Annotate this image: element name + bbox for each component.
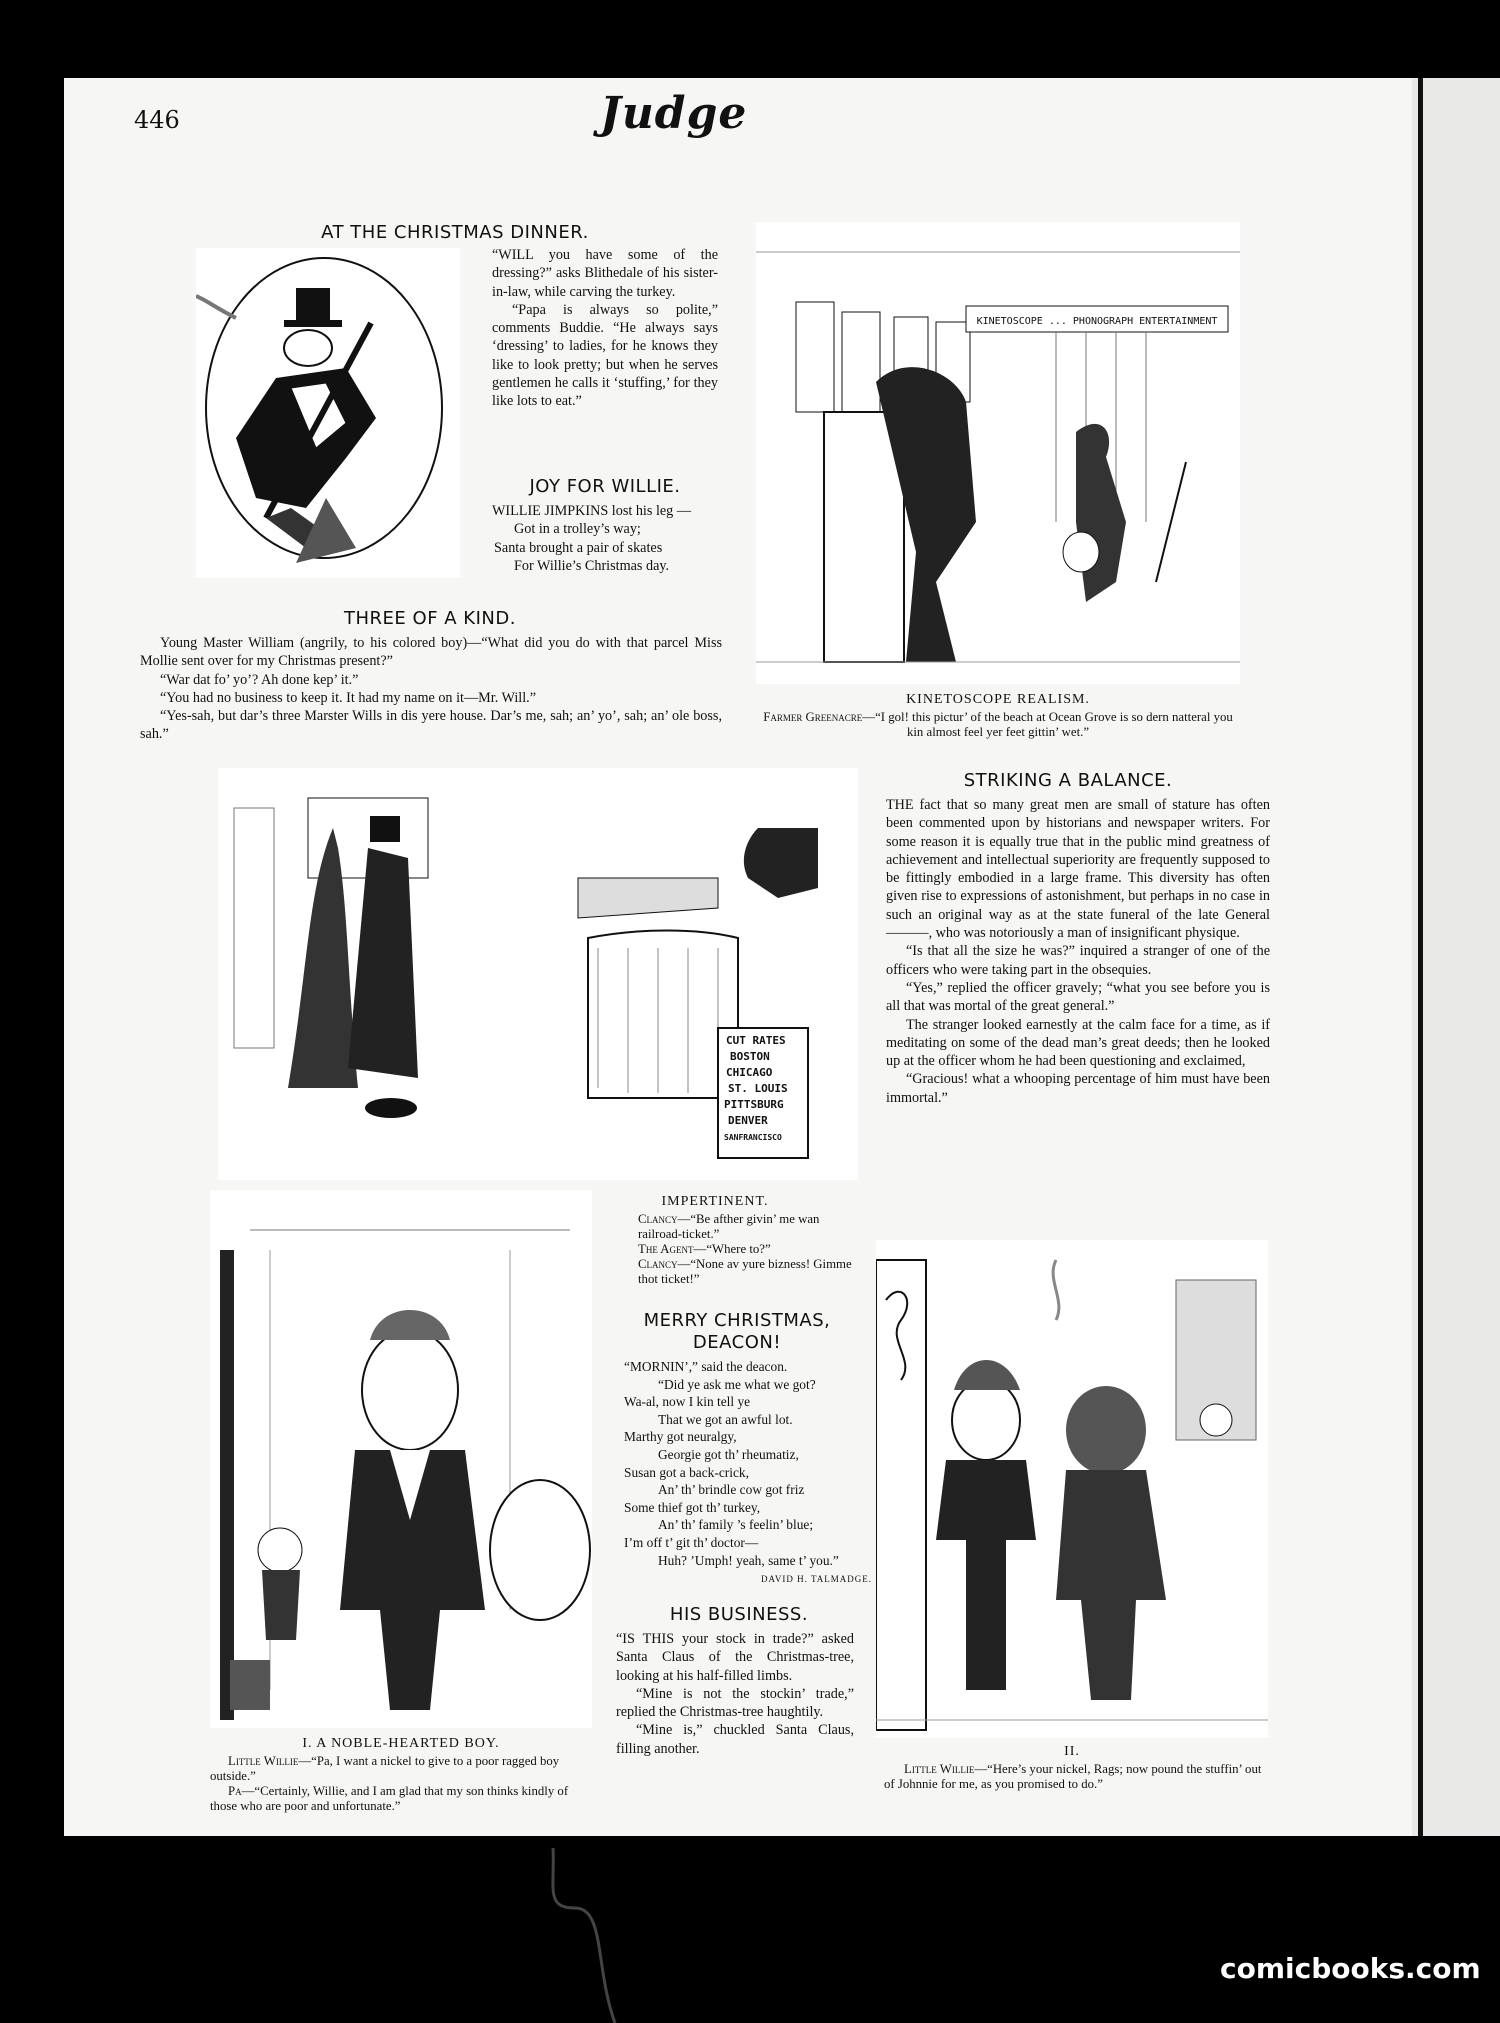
poem-line: “Did ye ask me what we got? xyxy=(658,1376,816,1392)
his-business-para: “IS THIS your stock in trade?” asked Santa Claus of the Christmas-tree, looking at his half-filled limbs. xyxy=(616,1631,854,1684)
joy-for-willie-title: JOY FOR WILLIE. xyxy=(529,476,681,497)
sign-line: CUT RATES xyxy=(726,1034,786,1047)
impertinent-caption xyxy=(604,1212,862,1287)
poem-line: Susan got a back-crick, xyxy=(624,1464,749,1480)
caption-speaker: Pa xyxy=(228,1784,242,1798)
joy-for-willie-poem xyxy=(492,502,718,575)
caption-quote: —“None av yure bizness! Gimme thot ticket!” xyxy=(638,1257,852,1286)
caption-line xyxy=(604,1242,862,1257)
christmas-dinner-title: AT THE CHRISTMAS DINNER. xyxy=(321,222,589,243)
impertinent-illustration xyxy=(218,768,858,1180)
caption-speaker: Clancy xyxy=(638,1257,678,1271)
poem-line: An’ th’ brindle cow got friz xyxy=(658,1482,805,1498)
striking-balance-para: “Is that all the size he was?” inquired a stranger of one of the officers who were taking part in the obsequies. xyxy=(886,943,1270,978)
poem-line: WILLIE JIMPKINS lost his leg — xyxy=(492,503,692,519)
striking-balance-para: The stranger looked earnestly at the calm face for a time, as if meditating on some of the dead man’s great deeds; then he looked up at the officer whom he had been questioning and exclaimed, xyxy=(886,1016,1270,1070)
three-of-a-kind-para: “You had no business to keep it. It had my name on it—Mr. Will.” xyxy=(160,689,537,706)
poem-line: Georgie got th’ rheumatiz, xyxy=(658,1446,799,1462)
sign-line: CHICAGO xyxy=(726,1066,773,1079)
poem-line: Huh? ’Umph! yeah, same t’ you.” xyxy=(658,1552,839,1568)
caption-quote: —“Pa, I want a nickel to give to a poor ragged boy outside.” xyxy=(210,1754,560,1783)
his-business-para: “Mine is,” chuckled Santa Claus, filling another. xyxy=(616,1722,854,1757)
three-of-a-kind-para: “Yes-sah, but dar’s three Marster Wills in dis yere house. Dar’s me, sah; an’ yo’, sah; an’ ole boss, sah.” xyxy=(140,708,722,743)
impertinent-caption-title: IMPERTINENT. xyxy=(661,1194,769,1209)
noble-boy-caption-title: I. A NOBLE-HEARTED BOY. xyxy=(302,1736,500,1751)
his-business-text xyxy=(616,1630,854,1758)
caption-line xyxy=(210,1784,598,1814)
poem-line: Santa brought a pair of skates xyxy=(494,539,663,556)
kinetoscope-illustration xyxy=(756,222,1240,684)
poem-line: An’ th’ family ’s feelin’ blue; xyxy=(658,1517,814,1533)
caption-speaker: Farmer Greenacre xyxy=(763,710,863,724)
caption-line xyxy=(884,1762,1272,1792)
merry-christmas-poem xyxy=(624,1358,872,1589)
his-business-para: “Mine is not the stockin’ trade,” replied the Christmas-tree haughtily. xyxy=(616,1685,854,1721)
kinetoscope-caption xyxy=(756,710,1240,740)
three-of-a-kind-title: THREE OF A KIND. xyxy=(344,608,516,629)
sign-line: DENVER xyxy=(728,1114,768,1127)
merry-christmas-title-line1: MERRY CHRISTMAS, xyxy=(643,1310,831,1331)
poem-line: That we got an awful lot. xyxy=(658,1411,793,1427)
part-two-illustration xyxy=(876,1240,1268,1738)
striking-balance-para: “Yes,” replied the officer gravely; “what you see before you is all that was mortal of the great general.” xyxy=(886,979,1270,1015)
kinetoscope-sign: KINETOSCOPE ... PHONOGRAPH ENTERTAINMENT xyxy=(976,316,1218,327)
part-two-caption xyxy=(884,1762,1272,1792)
caption-line xyxy=(210,1754,598,1784)
striking-balance-para: “Gracious! what a whooping percentage of him must have been immortal.” xyxy=(886,1071,1270,1106)
striking-balance-text xyxy=(886,796,1270,1107)
striking-balance-title: STRIKING A BALANCE. xyxy=(963,770,1173,791)
sign-line: SANFRANCISCO xyxy=(724,1133,782,1142)
poem-line: Got in a trolley’s way; xyxy=(514,521,641,538)
kinetoscope-caption-title: KINETOSCOPE REALISM. xyxy=(906,692,1090,707)
sign-line: PITTSBURG xyxy=(724,1098,784,1111)
masthead: Judge xyxy=(600,88,748,139)
poem-author: DAVID H. TALMADGE. xyxy=(761,1574,872,1585)
caption-speaker: Little Willie xyxy=(904,1762,975,1776)
poem-line: “MORNIN’,” said the deacon. xyxy=(624,1359,788,1374)
sign-line: ST. LOUIS xyxy=(728,1082,788,1095)
his-business-title: HIS BUSINESS. xyxy=(669,1604,809,1625)
caption-quote: —“Where to?” xyxy=(693,1242,771,1256)
facing-page-edge xyxy=(1412,78,1500,1836)
sign-line: BOSTON xyxy=(730,1050,770,1063)
poem-line: Wa-al, now I kin tell ye xyxy=(624,1394,751,1410)
three-of-a-kind-para: “War dat fo’ yo’? Ah done kep’ it.” xyxy=(160,671,359,688)
noble-boy-illustration xyxy=(210,1190,592,1728)
poem-line: For Willie’s Christmas day. xyxy=(514,557,670,574)
three-of-a-kind-para: Young Master William (angrily, to his colored boy)—“What did you do with that parcel Miss Mollie sent over for my Christmas present?” xyxy=(140,635,722,670)
three-of-a-kind-text xyxy=(140,634,722,744)
merry-christmas-title-line2: DEACON! xyxy=(692,1332,782,1353)
caption-speaker: The Agent xyxy=(638,1242,694,1256)
striking-balance-para: THE fact that so many great men are small of stature has often been commented upon by historians and newspaper writers. For some reason it is equally true that in the public mind greatness of achievement and intellectual superiority are frequently supposed to be fittingly embodied in a large frame. This diversity has often given rise to expressions of astonishment, but perhaps in no case in such an original way as at the state funeral of the late General ———, who was notoriously a man of insignificant physique. xyxy=(886,797,1270,942)
caption-quote: —“I gol! this pictur’ of the beach at Ocean Grove is so dern natteral you kin almost feel yer feet gittin’ wet.” xyxy=(862,710,1233,739)
caption-line xyxy=(604,1257,862,1287)
caption-quote: —“Certainly, Willie, and I am glad that my son thinks kindly of those who are poor and unfortunate.” xyxy=(210,1784,569,1813)
poem-line: Marthy got neuralgy, xyxy=(624,1429,737,1445)
caption-speaker: Little Willie xyxy=(228,1754,299,1768)
page-number: 446 xyxy=(134,106,180,134)
watermark: comicbooks.com xyxy=(1220,1952,1481,1985)
caption-quote: —“Be afther givin’ me wan railroad-ticket.” xyxy=(638,1212,820,1241)
caption-speaker: Clancy xyxy=(638,1212,678,1226)
poem-line: Some thief got th’ turkey, xyxy=(624,1499,761,1515)
noble-boy-caption xyxy=(210,1754,598,1814)
scanner-cord xyxy=(545,1848,645,2023)
caption-line xyxy=(604,1212,862,1242)
christmas-dinner-para-1: “WILL you have some of the dressing?” asks Blithedale of his sister-in-law, while carving the turkey. xyxy=(492,247,718,300)
christmas-dinner-para-2: “Papa is always so polite,” comments Buddie. “He always says ‘dressing’ to ladies, for he knows they like to look pretty; but when he serves gentlemen he calls it ‘stuffing,’ for they like lots to eat.” xyxy=(492,301,718,410)
caption-quote: —“Here’s your nickel, Rags; now pound the stuffin’ out of Johnnie for me, as you promised to do.” xyxy=(884,1762,1262,1791)
christmas-dinner-text xyxy=(492,246,718,411)
christmas-dinner-illustration xyxy=(196,248,460,578)
part-two-caption-title: II. xyxy=(1064,1744,1080,1759)
poem-line: I’m off t’ git th’ doctor— xyxy=(624,1534,759,1550)
